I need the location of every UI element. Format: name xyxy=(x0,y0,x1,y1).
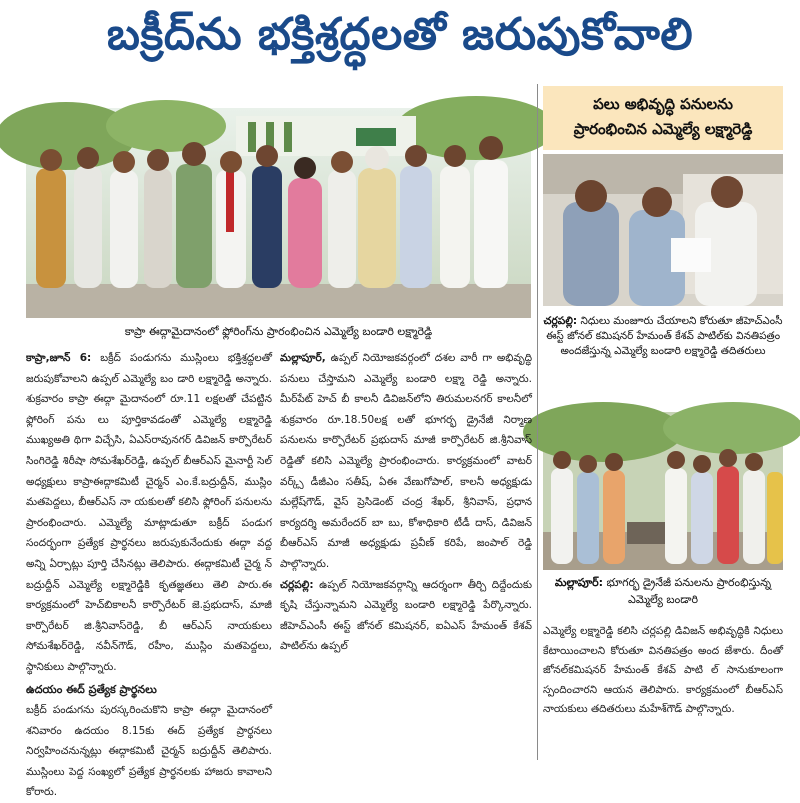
article-location-charlapally: చర్లపల్లి: xyxy=(280,578,314,591)
side-caption-2-label: మల్లాపూర్: xyxy=(554,576,604,589)
side-story-headline xyxy=(543,86,783,150)
article-para-2: బక్రీద్ పండుగను పురస్కరించుకొని కాప్రా ఈద్గా మైదానంలో శనివారం ఉదయం 8.15కు ఈద్ ప్రత్యేక ప్రార్థనలు నిర్వహించనున్నట్లు ఈద్గాకమిటీ చైర్మన్ బద్రుద్దీన్ తెలిపారు. ముస్లింలు పెద్ద సంఖ్యలో ప్రత్యేక ప్రార్థనలకు హాజరు కావాలని కోరారు. xyxy=(26,704,272,799)
side-photo-office xyxy=(543,154,783,306)
article-para-1: బక్రీద్ పండుగను ముస్లింలు భక్తిశ్రద్ధలతో జరుపుకోవాలని ఉప్పల్ ఎమ్మెల్యే బం డారి లక్ష్మారెడ్డి అన్నారు. శుక్రవారం కాప్రా ఈద్గా మైదానంలో రూ.11 లక్షలతో చేపట్టిన ఫ్లోరింగ్ పను లు పూర్తికావడంతో ఎమ్మెల్యే లక్ష్మారెడ్డి ముఖ్యఅతి థిగా విచ్చేసి, ఏఎస్‌రావునగర్ డివిజన్ కార్పొరేటర్ సింగిరెడ్డి శిరీషా సోమశేఖర్‌రెడ్డి, ఉప్పల్ బీఆర్‌ఎస్ మైనార్టీ సెల్ అధ్యక్షులు కాప్రాఈద్గాకమిటీ చైర్మన్ ఎం.కే.బద్రుద్దీన్, ముస్లిం మతపెద్దలు, బీఆర్‌ఎస్ నా యకులతో కలిసి ఫ్లోరింగ్ పనులను ప్రారంభించారు. ఎమ్మెల్యే మాట్లాడుతూ బక్రీద్ పండుగ సందర్భంగా ప్రత్యేక ప్రార్థనలు జరుపుకునేందుకు ఈద్గా వద్ద అన్ని ఏర్పాట్లు పూర్తి చేసినట్లు తెలిపారు. ఈద్గాకమిటీ చైర్మ న్ బద్రుద్దీన్ ఎమ్మెల్యే లక్ష్మారెడ్డికి కృతజ్ఞతలు తెలి పారు.ఈ కార్యక్రమంలో హెచ్‌బికాలనీ కార్పొరేటర్ జె.ప్రభుదాస్, మాజీ కార్పొరేటర్ జి.శ్రీనివాస్‌రెడ్డి, బీ ఆర్‌ఎస్ నాయకులు సోమశేఖర్‌రెడ్డి, నవీన్‌గౌడ్, రహీం, ముస్లిం మతపెద్దలు, స్థానికులు పాల్గొన్నారు. xyxy=(26,352,273,673)
headline: బక్రీద్‌ను భక్తిశ్రద్ధలతో జరుపుకోవాలి xyxy=(106,9,694,60)
side-caption-2-text: భూగర్భ డ్రైనేజీ పనులను ప్రారంభిస్తున్న ఎమ్మెల్యే బండారి xyxy=(606,576,772,606)
main-photo xyxy=(26,108,531,318)
article-column-1 xyxy=(26,348,273,799)
side-caption-1-label: చర్లపల్లి: xyxy=(543,315,578,327)
article-subhead: ఉదయం ఈద్ ప్రత్యేక ప్రార్థనలు xyxy=(26,682,157,696)
side-caption-1-text: నిధులు మంజూరు చేయాలని కోరుతూ జీహెచ్‌ఎంసీ ఈస్ట్ జోనల్ కమిషనర్ హేమంత్ కేశవ్ పాటిల్‌కు వినతిపత్రం అందజేస్తున్న ఎమ్మెల్యే బండారి లక్ష్మారెడ్డి తదితరులు xyxy=(545,315,783,357)
main-photo-caption: కాప్రా ఈద్గామైదానంలో ఫ్లోరింగ్‌ను ప్రారంభించిన ఎమ్మెల్యే బండారి లక్ష్మారెడ్డి xyxy=(124,325,433,338)
side-story-text: ఎమ్మెల్యే లక్ష్మారెడ్డి కలిసి చర్లపల్లి డివిజన్ అభివృద్ధికి నిధులు కేటాయించాలని కోరుతూ వినతిపత్రం అంద జేశారు. దీంతో జోనల్‌కమిషనర్ హేమంత్ కేశవ్ పాటి ల్ సానుకూలంగా స్పందించారని ఆయన తెలిపారు. కార్యక్రమంలో బీఆర్‌ఎస్ నాయకులు తదితరులు మహేశ్‌గౌడ్ పాల్గొన్నారు. xyxy=(543,625,783,715)
article-para-3: ఉప్పల్ నియోజకవర్గంలో దశల వారీ గా అభివృద్ధి పనులు చేస్తామని ఎమ్మెల్యే బండారి లక్ష్మా రెడ్డి అన్నారు. మీర్‌పేట్ హెచ్ బీ కాలనీ డివిజన్‌లోని తిరుమలనగర్ కాలనీలో శుక్రవారం రూ.18.50లక్ష లతో భూగర్భ డ్రైనేజీ నిర్మాణ పనులను కార్పొరేటర్ ప్రభుదాస్ మాజీ కార్పొరేటర్ జి.శ్రీనివాస్ రెడ్డితో కలిసి ఎమ్మెల్యే ప్రారంభించారు. కార్యక్రమంలో వాటర్ వర్క్స్ డీజీఎం సతీష్, ఏఈ వేణుగోపాల్, కాలనీ అధ్యక్షుడు మల్లేష్‌గౌడ్, వైస్ ప్రెసిడెంట్ చంద్ర శేఖర్, శ్రీనివాస్, ప్రధాన కార్యదర్శి అమరేందర్ బా బు, కోశాధికారి టీడీ దాస్, డివిజన్ బీఆర్‌ఎస్ మాజీ అధ్యక్షుడు ప్రవీణ్ కరిపే, జంపాల్ రెడ్డి పాల్గొన్నారు. xyxy=(280,352,532,570)
side-photo-field-caption xyxy=(543,574,783,614)
side-photo-office-caption xyxy=(543,314,783,394)
side-photo-field xyxy=(543,412,783,570)
article-para-4: ఉప్పల్ నియోజకవర్గాన్ని ఆదర్శంగా తీర్చి దిద్దేందుకు కృషి చేస్తున్నామని ఎమ్మెల్యే బండారి లక్ష్మారెడ్డి పేర్కొన్నారు. జీహెచ్‌ఎంసీ ఈస్ట్ జోనల్ కమిషనర్, ఐఏఎస్ హేమంత్ కేశవ్ పాటిల్‌ను ఉప్పల్ xyxy=(280,578,532,653)
column-divider xyxy=(537,84,538,760)
side-headline-line2: ప్రారంభించిన ఎమ్మెల్యే లక్ష్మారెడ్డి xyxy=(573,119,753,138)
article-dateline: కాప్రా,జూన్ 6: xyxy=(26,352,92,364)
article-location-mallapur: మల్లాపూర్, xyxy=(280,352,326,364)
side-headline-line1: పలు అభివృద్ధి పనులను xyxy=(593,94,733,113)
article-column-2 xyxy=(280,348,532,760)
